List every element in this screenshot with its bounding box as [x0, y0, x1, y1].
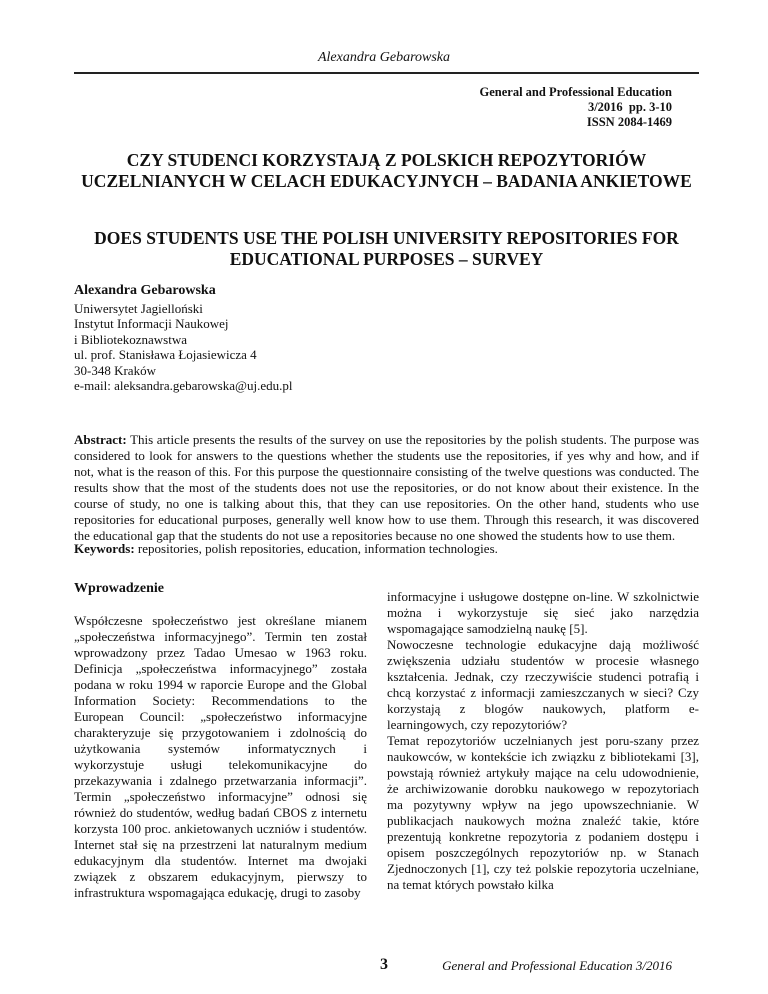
column-right [387, 589, 699, 893]
issue-pages: 3/2016 pp. 3-10 [587, 100, 672, 114]
author-email: e-mail: aleksandra.gebarowska@uj.edu.pl [74, 378, 293, 393]
author-name: Alexandra Gebarowska [74, 283, 216, 298]
abstract-text: This article presents the results of the survey on use the repositories by the polish students. The purpose was considered to look for answers to the questions whether the students use the repositories, if yes why and how, and if not, what is the reason of this. For this purpose the questionnaire consisting of the twelve questions was conducted. The results show that the most of the students does not use the repositories, or do not know about their existence. In the course of study, no one is talking about this, that they can use repositories. On the other hand, students who use repositories for educational purposes, generally well know how to use them. Through this research, it was discovered the educational gap that the students do not use a repositories because no one showed the students how to use them. [74, 432, 700, 543]
affiliation-line: Instytut Informacji Naukowej [74, 316, 229, 331]
running-head: Alexandra Gebarowska [317, 50, 451, 65]
page-number: 3 [380, 956, 388, 973]
section-heading: Wprowadzenie [74, 581, 164, 596]
journal-name: General and Professional Education [479, 85, 672, 99]
header-rule [74, 72, 699, 74]
paragraph: Temat repozytoriów uczelnianych jest poru-szany przez naukowców, w kontekście ich związku z bibliotekami [3], powstają również artykuły mające na celu udowodnienie, że archiwizowanie dorobku naukowego w repozytoriach ma pozytywny wpływ na jego upowszechnianie. W publikacjach naukowych można znaleźć takie, które prezentują konkretne repozytoria z podaniem dostępu i opisem poszczególnych repozytoriów np. w Stanach Zjednoczonych [1], czy też polskie repozytoria uczelniane, na temat których powstało kilka [387, 733, 699, 892]
keywords-label: Keywords: [74, 541, 135, 556]
keywords [74, 541, 699, 557]
paragraph: informacyjne i usługowe dostępne on-line. W szkolnictwie można i wykorzystuje się sieć jako narzędzia wspomagające samodzielną naukę [5]. [387, 589, 699, 636]
affiliation-line: 30-348 Kraków [74, 362, 156, 378]
paragraph: Nowoczesne technologie edukacyjne dają możliwość zwiększenia udziału studentów w procesie własnego kształcenia. Jednak, czy rzeczywiście studenci potrafią i chcą korzystać z informacji zamieszczanych w sieci? Czy korzystają z blogów naukowych, platform e-learningowych, czy repozytoriów? [387, 637, 699, 732]
paragraph: Współczesne społeczeństwo jest określane mianem „społeczeństwa informacyjnego”. Termin ten został wprowadzony przez Tadao Umesao w 1963 roku. Definicja „społeczeństwa informacyjnego” została podana w roku 1994 w raporcie Europe and the Global Information Society: Recommendations to the European Council: „społeczeństwo informacyjne charakteryzuje się przygotowaniem i zdolnością do użytkowania systemów informatycznych i wykorzystuje usługi telekomunikacyjne do przekazywania i zdalnego przetwarzania informacji”. Termin „społeczeństwo informacyjne” odnosi się również do studentów, według badań CBOS z internetu korzysta 100 proc. ankietowanych uczniów i studentów. Internet stał się na przestrzeni lat naturalnym medium edukacyjnym dla studentów. Internet ma dwojaki związek z obszarem edukacyjnym, pierwszy to infrastruktura wspomagająca edukację, drugi to zasoby [74, 613, 367, 900]
abstract-label: Abstract: [74, 432, 127, 447]
column-left [74, 581, 367, 901]
footer-journal: General and Professional Education 3/2016 [442, 958, 672, 973]
affiliation-line: ul. prof. Stanisława Łojasiewicza 4 [74, 347, 257, 362]
issn: ISSN 2084-1469 [586, 115, 672, 129]
abstract [74, 432, 699, 544]
publication-info [480, 85, 673, 130]
affiliation-line: i Bibliotekoznawstwa [74, 331, 188, 347]
title-polish: CZY STUDENCI KORZYSTAJĄ Z POLSKICH REPOZYTORIÓW UCZELNIANYCH W CELACH EDUKACYJNYCH – BADANIA ANKIETOWE [81, 150, 692, 191]
title-english: DOES STUDENTS USE THE POLISH UNIVERSITY REPOSITORIES FOR EDUCATIONAL PURPOSES – SURVEY [94, 228, 679, 269]
author-block [74, 283, 699, 394]
keywords-text: repositories, polish repositories, education, information technologies. [137, 541, 498, 556]
affiliation-line: Uniwersytet Jagielloński [74, 300, 203, 316]
